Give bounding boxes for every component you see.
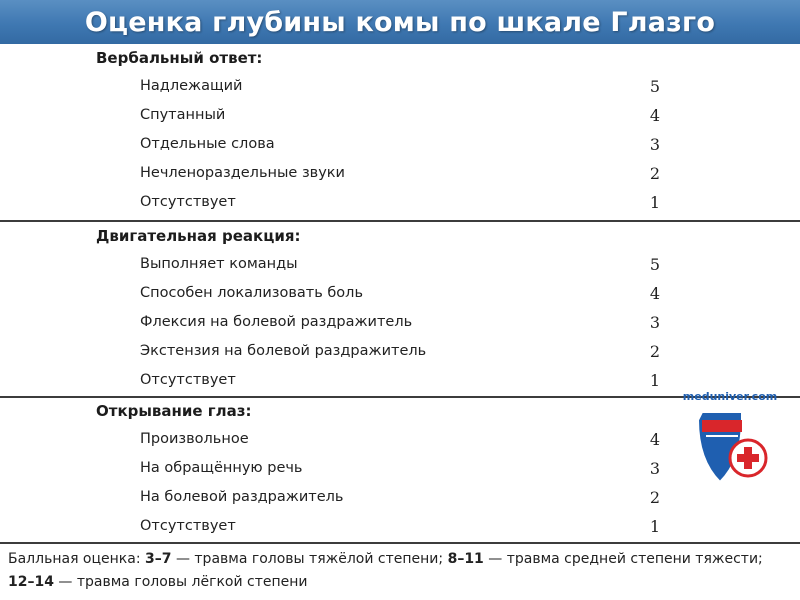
row-score: 4 — [649, 105, 660, 125]
row-label: Флексия на болевой раздражитель — [140, 314, 413, 330]
row-label: Надлежащий — [140, 78, 243, 94]
row-label: Выполняет команды — [140, 256, 298, 272]
row-label: Нечленораздельные звуки — [140, 165, 345, 181]
logo-text: meduniver.com — [682, 390, 778, 403]
row-score: 1 — [649, 516, 660, 536]
row-label: Экстензия на болевой раздражитель — [140, 343, 427, 359]
table-row — [140, 162, 660, 184]
section-heading-motor: Двигательная реакция: — [96, 227, 301, 245]
row-score: 3 — [649, 134, 660, 154]
legend-range-moderate: 8–11 — [447, 551, 484, 567]
table-row — [140, 457, 660, 479]
legend-range-mild: 12–14 — [8, 574, 54, 590]
table-row — [140, 311, 660, 333]
medical-shield-icon — [680, 390, 780, 500]
row-label: Спутанный — [140, 107, 226, 123]
meduniver-logo[interactable] — [680, 390, 780, 500]
row-score: 1 — [649, 192, 660, 212]
table-row — [140, 282, 660, 304]
table-row — [140, 133, 660, 155]
table-row — [140, 191, 660, 213]
section-heading-verbal: Вербальный ответ: — [96, 49, 263, 67]
legend-text-mild: — травма головы лёгкой степени — [58, 574, 308, 590]
page-title: Оценка глубины комы по шкале Глазго — [84, 6, 716, 38]
row-score: 4 — [649, 283, 660, 303]
row-score: 5 — [649, 254, 660, 274]
row-label: Отдельные слова — [140, 136, 275, 152]
row-label: На болевой раздражитель — [140, 489, 344, 505]
scoring-legend-line-2 — [8, 574, 798, 590]
row-score: 4 — [649, 429, 660, 449]
scoring-legend-line-1 — [8, 551, 798, 567]
table-row — [140, 515, 660, 537]
row-label: Отсутствует — [140, 372, 236, 388]
row-label: На обращённую речь — [140, 460, 303, 476]
section-divider — [0, 542, 800, 544]
row-label: Способен локализовать боль — [140, 285, 363, 301]
row-score: 5 — [649, 76, 660, 96]
row-label: Отсутствует — [140, 518, 236, 534]
table-row — [140, 369, 660, 391]
table-row — [140, 340, 660, 362]
table-row — [140, 104, 660, 126]
section-heading-eyes: Открывание глаз: — [96, 402, 252, 420]
row-score: 3 — [649, 458, 660, 478]
row-score: 1 — [649, 370, 660, 390]
legend-prefix: Балльная оценка: — [8, 551, 141, 567]
table-row — [140, 75, 660, 97]
legend-range-severe: 3–7 — [145, 551, 172, 567]
legend-text-moderate: — травма средней степени тяжести; — [488, 551, 763, 567]
row-label: Отсутствует — [140, 194, 236, 210]
row-score: 2 — [649, 163, 660, 183]
row-score: 3 — [649, 312, 660, 332]
table-row — [140, 486, 660, 508]
row-score: 2 — [649, 487, 660, 507]
table-row — [140, 253, 660, 275]
section-divider — [0, 220, 800, 222]
row-label: Произвольное — [140, 431, 249, 447]
legend-text-severe: — травма головы тяжёлой степени; — [175, 551, 444, 567]
row-score: 2 — [649, 341, 660, 361]
table-row — [140, 428, 660, 450]
title-bar — [0, 0, 800, 44]
